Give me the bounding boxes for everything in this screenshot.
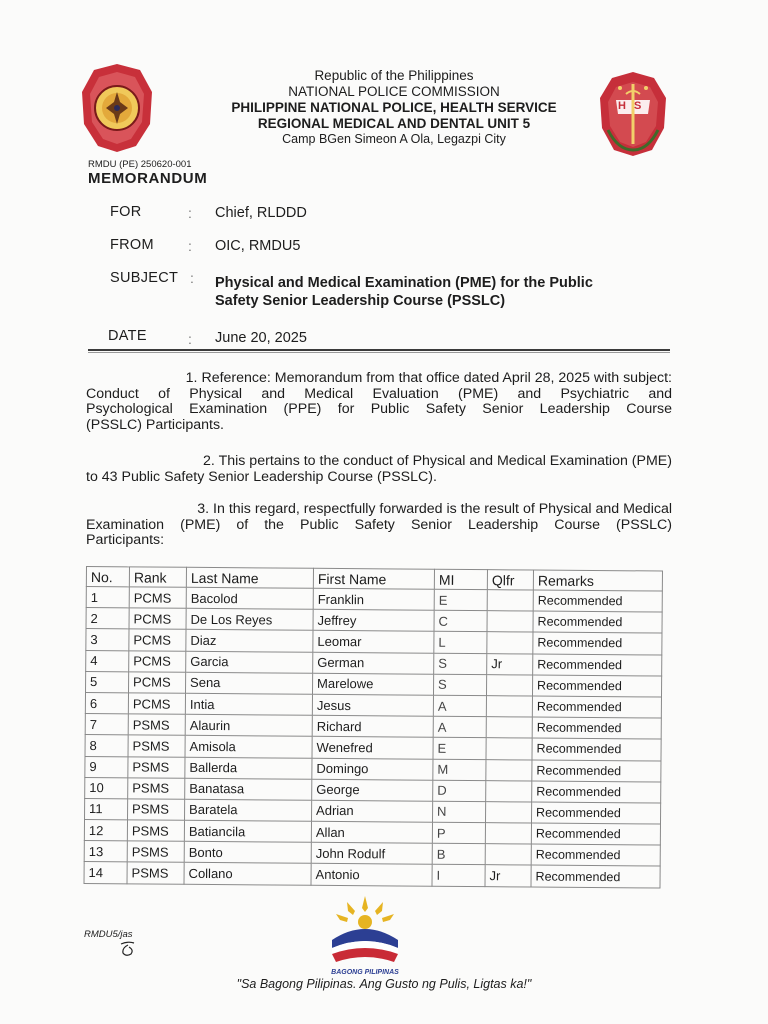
subject-line-1: Physical and Medical Examination (PME) for the Public <box>215 275 593 291</box>
document-type: MEMORANDUM <box>88 170 208 187</box>
p1-line-2: Conduct of Physical and Medical Evaluation (PME) and Psychiatric and <box>86 385 672 402</box>
header-divider <box>88 349 670 353</box>
cell-first-name: Leomar <box>313 631 434 653</box>
p1-line-4: (PSSLC) Participants. <box>86 416 224 433</box>
cell-first-name: Jeffrey <box>313 609 434 631</box>
header-napolcom: NATIONAL POLICE COMMISSION <box>288 84 500 99</box>
cell-last-name: Intia <box>185 693 312 715</box>
cell-first-name: Adrian <box>312 800 433 822</box>
header-pnp-hs: PHILIPPINE NATIONAL POLICE, HEALTH SERVICE <box>231 100 557 115</box>
cell-mi: A <box>433 716 486 738</box>
cell-last-name: Bacolod <box>186 587 313 609</box>
cell-remarks: Recommended <box>532 696 661 718</box>
cell-first-name: Antonio <box>311 864 432 886</box>
subject-colon: : <box>190 270 194 286</box>
cell-no: 4 <box>86 650 129 672</box>
col-header-qlfr: Qlfr <box>487 570 533 590</box>
cell-remarks: Recommended <box>532 738 661 760</box>
table-body <box>84 587 662 888</box>
cell-qlfr <box>486 696 532 718</box>
date-value: June 20, 2025 <box>215 330 307 346</box>
cell-first-name: Marelowe <box>312 673 433 695</box>
cell-no: 6 <box>85 692 128 714</box>
cell-last-name: Batiancila <box>184 820 311 842</box>
for-value: Chief, RLDDD <box>215 205 307 221</box>
cell-qlfr: Jr <box>487 653 533 675</box>
cell-remarks: Recommended <box>532 717 661 739</box>
bagong-pilipinas-logo <box>322 892 408 978</box>
header-address: Camp BGen Simeon A Ola, Legazpi City <box>282 132 506 146</box>
cell-first-name: German <box>313 652 434 674</box>
cell-mi: S <box>434 653 487 675</box>
cell-last-name: Diaz <box>186 630 313 652</box>
left-logo-text <box>0 0 1 1</box>
cell-qlfr <box>486 759 532 781</box>
cell-qlfr <box>485 802 531 824</box>
cell-remarks: Recommended <box>533 654 662 676</box>
cell-mi: C <box>434 610 487 632</box>
bagong-pilipinas-text: BAGONG PILIPINAS <box>331 969 399 976</box>
cell-no: 12 <box>84 820 127 842</box>
cell-qlfr <box>486 717 532 739</box>
col-header-rank: Rank <box>129 567 186 587</box>
date-colon: : <box>188 331 192 347</box>
from-colon: : <box>188 238 192 254</box>
cell-remarks: Recommended <box>531 844 660 866</box>
cell-last-name: Amisola <box>185 736 312 758</box>
cell-no: 3 <box>86 629 129 651</box>
cell-no: 13 <box>84 841 127 863</box>
cell-mi: B <box>432 843 485 865</box>
cell-mi: P <box>432 822 485 844</box>
cell-rank: PCMS <box>129 672 186 694</box>
cell-qlfr <box>487 632 533 654</box>
table-row <box>84 862 660 888</box>
col-header-first-name: First Name <box>313 568 434 589</box>
cell-last-name: Sena <box>186 672 313 694</box>
cell-rank: PCMS <box>129 587 186 609</box>
cell-qlfr <box>487 590 533 612</box>
cell-last-name: De Los Reyes <box>186 608 313 630</box>
cell-last-name: Alaurin <box>185 714 312 736</box>
header-rmdu5: REGIONAL MEDICAL AND DENTAL UNIT 5 <box>257 116 531 131</box>
cell-first-name: George <box>312 779 433 801</box>
p1-line-3: Psychological Examination (PPE) for Public Safety Senior Leadership Course <box>86 401 672 417</box>
cell-remarks: Recommended <box>532 781 661 803</box>
p2-line-2: to 43 Public Safety Senior Leadership Course (PSSLC). <box>86 468 437 485</box>
cell-first-name: Allan <box>311 821 432 843</box>
cell-qlfr <box>486 674 532 696</box>
paragraph-1 <box>86 371 672 433</box>
cell-qlfr <box>485 823 531 845</box>
p3-line-3: Participants: <box>86 532 165 548</box>
cell-remarks: Recommended <box>533 590 662 612</box>
cell-first-name: Wenefred <box>312 737 433 759</box>
cell-rank: PCMS <box>129 608 186 630</box>
drafter-initials: RMDU5/jas <box>84 929 133 940</box>
cell-first-name: Richard <box>312 715 433 737</box>
cell-remarks: Recommended <box>531 865 660 887</box>
cell-rank: PCMS <box>129 650 186 672</box>
cell-mi: M <box>433 759 486 781</box>
for-label: FOR <box>110 204 142 220</box>
cell-rank: PSMS <box>127 841 184 863</box>
cell-mi: L <box>434 632 487 654</box>
cell-rank: PSMS <box>127 862 184 884</box>
cell-qlfr: Jr <box>485 865 531 887</box>
col-header-no: No. <box>86 567 129 587</box>
cell-mi: N <box>432 801 485 823</box>
subject-label: SUBJECT <box>110 270 179 286</box>
p1-line-1: 1. Reference: Memorandum from that office dated April 28, 2025 with subject: <box>185 370 672 386</box>
cell-mi: A <box>433 695 486 717</box>
cell-no: 7 <box>85 714 128 736</box>
cell-mi: S <box>433 674 486 696</box>
cell-mi: E <box>433 738 486 760</box>
cell-no: 8 <box>85 735 128 757</box>
date-label: DATE <box>108 328 147 344</box>
cell-qlfr <box>486 738 532 760</box>
cell-first-name: Franklin <box>313 588 434 610</box>
cell-rank: PSMS <box>128 799 185 821</box>
cell-remarks: Recommended <box>532 675 661 697</box>
cell-last-name: Collano <box>184 863 311 885</box>
participants-table <box>84 566 663 888</box>
from-label: FROM <box>110 237 154 253</box>
p3-line-1: 3. In this regard, respectfully forwarded is the result of Physical and Medical <box>197 501 672 517</box>
cell-no: 9 <box>85 756 128 778</box>
initials-mark <box>118 940 138 963</box>
cell-rank: PSMS <box>128 778 185 800</box>
cell-qlfr <box>486 780 532 802</box>
cell-qlfr <box>487 611 533 633</box>
cell-last-name: Bonto <box>184 842 311 864</box>
cell-first-name: Domingo <box>312 758 433 780</box>
cell-remarks: Recommended <box>533 632 662 654</box>
cell-rank: PSMS <box>127 820 184 842</box>
subject-line-2: Safety Senior Leadership Course (PSSLC) <box>215 293 506 309</box>
cell-no: 5 <box>86 671 129 693</box>
cell-mi: D <box>433 780 486 802</box>
cell-no: 1 <box>86 587 129 609</box>
cell-rank: PSMS <box>128 756 185 778</box>
footer-quote: "Sa Bagong Pilipinas. Ang Gusto ng Pulis, Ligtas ka!" <box>236 977 532 991</box>
col-header-last-name: Last Name <box>186 567 313 588</box>
cell-mi: I <box>432 865 485 887</box>
paragraph-3 <box>86 502 672 549</box>
cell-last-name: Banatasa <box>185 778 312 800</box>
cell-rank: PCMS <box>129 629 186 651</box>
cell-no: 2 <box>86 608 129 630</box>
for-colon: : <box>188 205 192 221</box>
p2-line-1: 2. This pertains to the conduct of Physical and Medical Examination (PME) <box>203 453 672 469</box>
from-value: OIC, RMDU5 <box>215 238 301 254</box>
cell-no: 11 <box>85 798 128 820</box>
cell-remarks: Recommended <box>531 823 660 845</box>
cell-remarks: Recommended <box>532 760 661 782</box>
paragraph-2 <box>86 454 672 485</box>
header-republic: Republic of the Philippines <box>314 68 474 83</box>
col-header-mi: MI <box>434 569 487 589</box>
cell-rank: PSMS <box>128 735 185 757</box>
cell-first-name: Jesus <box>312 694 433 716</box>
hs-logo-text: HS <box>618 100 650 112</box>
control-number: RMDU (PE) 250620-001 <box>88 159 192 170</box>
cell-remarks: Recommended <box>531 802 660 824</box>
cell-last-name: Baratela <box>185 799 312 821</box>
cell-rank: PCMS <box>128 693 185 715</box>
cell-last-name: Garcia <box>186 651 313 673</box>
cell-first-name: John Rodulf <box>311 843 432 865</box>
cell-rank: PSMS <box>128 714 185 736</box>
cell-no: 14 <box>84 862 127 884</box>
cell-no: 10 <box>85 777 128 799</box>
cell-qlfr <box>485 844 531 866</box>
p3-line-2: Examination (PME) of the Public Safety Senior Leadership Course (PSSLC) <box>86 516 672 533</box>
cell-mi: E <box>434 589 487 611</box>
col-header-remarks: Remarks <box>533 570 662 591</box>
cell-last-name: Ballerda <box>185 757 312 779</box>
cell-remarks: Recommended <box>533 611 662 633</box>
